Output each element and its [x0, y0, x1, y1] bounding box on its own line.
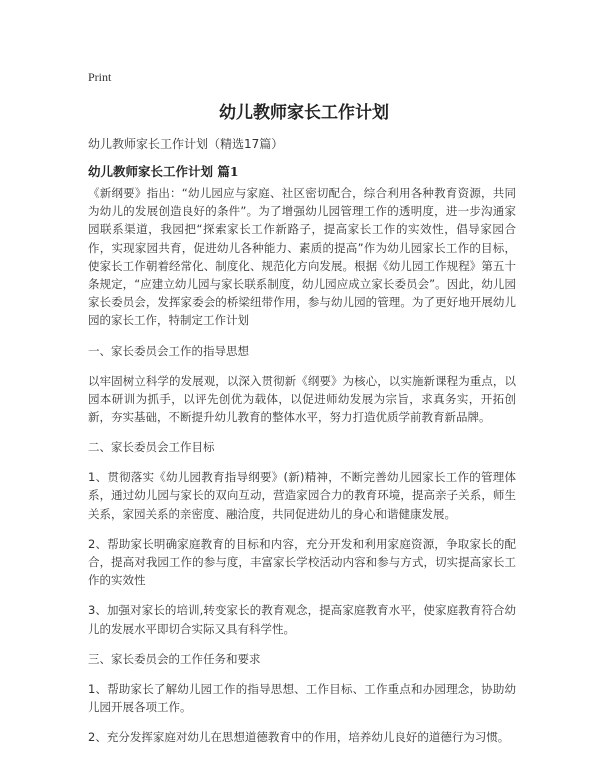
print-link[interactable]: Print	[88, 70, 112, 84]
goal-item-3: 3、加强对家长的培训,转变家长的教育观念，提高家庭教育水平，使家庭教育符合幼儿的发展水平即切合实际又具有科学性。	[88, 603, 516, 636]
goal-item-2: 2、帮助家长明确家庭教育的目标和内容，充分开发和利用家庭资源，争取家长的配合，提高对我园工作的参与度，丰富家长学校活动内容和参与方式，切实提高家长工作的实效性	[88, 536, 516, 588]
section-heading-tasks: 三、家长委员会的工作任务和要求	[88, 651, 261, 666]
section-heading-guiding-ideology: 一、家长委员会工作的指导思想	[88, 343, 249, 358]
guiding-ideology-paragraph: 以牢固树立科学的发展观，以深入贯彻新《纲要》为核心，以实施新课程为重点，以园本研训为抓手，以评先创优为载体，以促进师幼发展为宗旨，求真务实，开拓创新，夯实基础，不断提升幼儿教育的整体水平，努力打造优质学前教育新品牌。	[88, 373, 516, 425]
document-body	[88, 184, 516, 758]
document-subtitle: 幼儿教师家长工作计划（精选17篇）	[88, 137, 284, 151]
section-heading-goals: 二、家长委员会工作目标	[88, 440, 215, 455]
task-item-1: 1、帮助家长了解幼儿园工作的指导思想、工作目标、工作重点和办园理念，协助幼儿园开展各项工作。	[88, 681, 516, 715]
goal-item-1: 1、贯彻落实《幼儿园教育指导纲要》(新)精神，不断完善幼儿园家长工作的管理体系，通过幼儿园与家长的双向互动，营造家园合力的教育环境，提高亲子关系，师生关系，家园关系的亲密度、融洽度，共同促进幼儿的身心和谐健康发展。	[88, 470, 516, 521]
section-title: 幼儿教师家长工作计划 篇1	[88, 164, 239, 179]
intro-paragraph: 《新纲要》指出：“幼儿园应与家庭、社区密切配合，综合利用各种教育资源，共同为幼儿的发展创造良好的条件”。为了增强幼儿园管理工作的透明度，进一步沟通家园联系渠道，我园把“探索家长工作新路子，提高家长工作的实效性，倡导家园合作，实现家园共育，促进幼儿各种能力、素质的提高”作为幼儿园家长工作的目标，使家长工作朝着经常化、制度化、规范化方向发展。根据《幼儿园工作规程》第五十条规定，“应建立幼儿园与家长联系制度，幼儿园应成立家长委员会”。因此，幼儿园家长委员会，发挥家委会的桥梁纽带作用，参与幼儿园的管理。为了更好地开展幼儿园的家长工作，特制定工作计划	[88, 186, 516, 328]
page-title: 幼儿教师家长工作计划	[219, 103, 389, 123]
task-item-2: 2、充分发挥家庭对幼儿在思想道德教育中的作用，培养幼儿良好的道德行为习惯。	[88, 730, 510, 745]
